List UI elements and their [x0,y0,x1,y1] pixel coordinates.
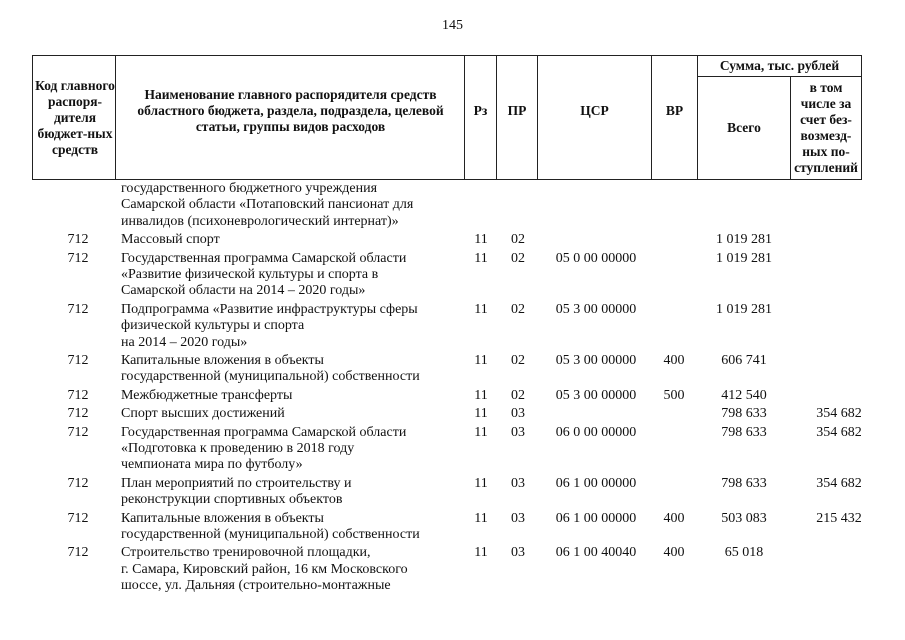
table-row [0,302,905,351]
row-csr: 05 3 00 00000 [555,387,637,403]
row-code: 712 [67,301,89,317]
row-pr: 03 [511,406,525,422]
row-name-line: шоссе, ул. Дальняя (строительно-монтажные [121,578,391,594]
row-csr: 06 1 00 00000 [555,510,637,526]
row-pr: 02 [511,352,525,368]
row-code: 712 [67,406,89,422]
row-name [121,545,461,594]
row-code: 712 [67,545,89,561]
row-rz: 11 [474,545,488,561]
row-including: 215 432 [816,510,862,526]
row-including: 354 682 [816,475,862,491]
header-pr: ПР [507,102,527,118]
page-number: 145 [442,18,463,33]
table-row [0,251,905,300]
row-code: 712 [67,387,89,403]
header-total: Всего [727,120,761,135]
table-row [0,232,905,248]
row-name-line: инвалидов (психоневрологический интернат)» [121,213,399,229]
row-name [121,232,461,248]
table-row [0,476,905,509]
row-name [121,425,461,474]
header-sum: Сумма, тыс. рублей [719,58,840,73]
row-name-line: Строительство тренировочной площадки, [121,545,371,561]
row-rz: 11 [474,510,488,526]
row-name-line: План мероприятий по строительству и [121,475,352,491]
row-pr: 03 [511,510,525,526]
row-vr: 400 [663,510,685,526]
header-rz: Рз [473,102,488,118]
row-total: 412 540 [721,387,767,403]
header-including: в том числе за счет без-возмезд-ных по-ступлений [794,80,858,175]
row-pr: 03 [511,424,525,440]
row-rz: 11 [474,250,488,266]
row-pr: 03 [511,545,525,561]
row-csr: 05 3 00 00000 [555,352,637,368]
row-name [121,181,461,230]
row-name-line: Капитальные вложения в объекты [121,510,324,526]
row-rz: 11 [474,387,488,403]
table-row [0,406,905,422]
row-rz: 11 [474,475,488,491]
row-total: 798 633 [721,406,767,422]
row-vr: 400 [663,352,685,368]
table-row [0,511,905,544]
table-header [32,55,862,180]
table-row [0,425,905,474]
row-code: 712 [67,250,89,266]
row-csr: 06 1 00 40040 [555,545,637,561]
row-including: 354 682 [816,424,862,440]
row-code: 712 [67,424,89,440]
row-code: 712 [67,232,89,248]
row-code: 712 [67,510,89,526]
row-name-line: государственной (муниципальной) собственности [121,526,420,542]
table-row [0,545,905,594]
row-total: 1 019 281 [716,250,772,266]
row-vr: 400 [663,545,685,561]
row-including: 354 682 [816,406,862,422]
header-csr: ЦСР [580,102,609,118]
header-code: Код главного распоря-дителя бюджет-ных средств [35,77,115,157]
row-name-line: Самарской области «Потаповский пансионат для [121,197,414,213]
row-code: 712 [67,352,89,368]
row-name-line: Межбюджетные трансферты [121,387,293,403]
row-pr: 02 [511,387,525,403]
row-csr: 05 3 00 00000 [555,301,637,317]
row-rz: 11 [474,406,488,422]
row-name-line: «Развитие физической культуры и спорта в [121,266,379,282]
row-pr: 02 [511,250,525,266]
table-row [0,388,905,404]
row-name-line: «Подготовка к проведению в 2018 году [121,440,355,456]
row-name-line: Государственная программа Самарской области [121,250,407,266]
row-total: 1 019 281 [716,301,772,317]
row-name-line: г. Самара, Кировский район, 16 км Московского [121,561,408,577]
row-csr: 06 1 00 00000 [555,475,637,491]
row-total: 1 019 281 [716,232,772,248]
row-csr: 05 0 00 00000 [555,250,637,266]
row-total: 798 633 [721,475,767,491]
row-rz: 11 [474,424,488,440]
row-rz: 11 [474,352,488,368]
row-name [121,251,461,300]
table-row [0,181,905,230]
row-name-line: физической культуры и спорта [121,318,305,334]
row-name-line: государственной (муниципальной) собственности [121,369,420,385]
row-pr: 03 [511,475,525,491]
table-body [0,181,905,597]
row-vr: 500 [663,387,685,403]
row-name-line: Самарской области на 2014 – 2020 годы» [121,283,366,299]
row-name [121,406,461,422]
table-row [0,353,905,386]
row-name [121,511,461,544]
row-name-line: на 2014 – 2020 годы» [121,334,248,350]
row-total: 503 083 [721,510,767,526]
row-name [121,353,461,386]
row-total: 798 633 [721,424,767,440]
row-total: 65 018 [724,545,764,561]
row-name-line: Государственная программа Самарской области [121,424,407,440]
row-name [121,388,461,404]
header-name: Наименование главного распорядителя средств областного бюджета, раздела, подраздела, целевой статьи, группы видов расходов [137,86,444,134]
row-name-line: Массовый спорт [121,232,220,248]
row-total: 606 741 [721,352,767,368]
row-code: 712 [67,475,89,491]
row-name [121,302,461,351]
row-name-line: государственного бюджетного учреждения [121,181,378,196]
row-name [121,476,461,509]
row-name-line: чемпионата мира по футболу» [121,457,303,473]
row-rz: 11 [474,232,488,248]
row-pr: 02 [511,301,525,317]
row-name-line: реконструкции спортивных объектов [121,492,343,508]
row-name-line: Капитальные вложения в объекты [121,352,324,368]
row-csr: 06 0 00 00000 [555,424,637,440]
row-rz: 11 [474,301,488,317]
header-vr: ВР [665,102,684,118]
row-pr: 02 [511,232,525,248]
row-name-line: Спорт высших достижений [121,406,285,422]
row-name-line: Подпрограмма «Развитие инфраструктуры сферы [121,301,418,317]
